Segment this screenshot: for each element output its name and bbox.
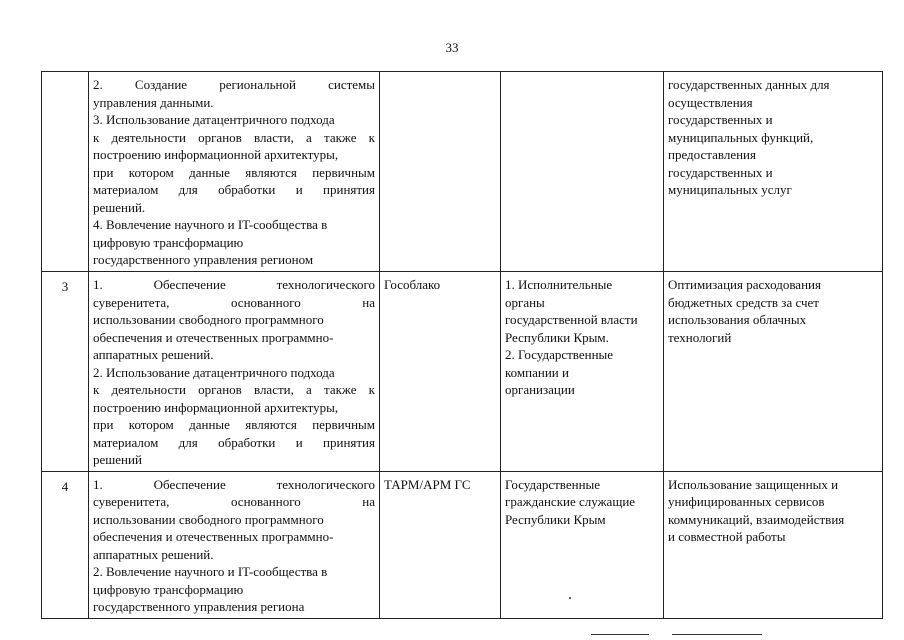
organizations-text (501, 72, 663, 78)
text-line: Оптимизация расходования (668, 277, 821, 292)
text-line: муниципальных функций, (668, 129, 814, 145)
description-cell (89, 272, 380, 472)
description-text (89, 72, 379, 271)
description-line: 2. Создание региональной системы (93, 77, 375, 92)
description-line: аппаратных решений. (93, 347, 214, 362)
organizations-text (501, 472, 663, 531)
table-row (42, 471, 883, 618)
description-line: решений. (93, 199, 146, 215)
text-line: 1. Исполнительные (505, 277, 613, 292)
description-line: при котором данные являются первичным (93, 164, 375, 180)
description-line: обеспечения и отечественных программно- (93, 529, 334, 544)
system-cell (380, 471, 501, 618)
system-cell (380, 272, 501, 472)
description-line: использовании свободного программного (93, 312, 324, 327)
description-line: государственного управления региона (93, 599, 305, 614)
table-row (42, 72, 883, 272)
organizations-text (501, 272, 663, 401)
text-line: Республики Крым. (505, 329, 609, 345)
description-line: к деятельности органов власти, а также к (93, 382, 375, 397)
text-line: государственных и (668, 112, 773, 127)
scan-mark (672, 634, 762, 635)
description-text (89, 472, 379, 618)
result-cell (664, 471, 883, 618)
description-line: 4. Вовлечение научного и IT-сообщества в (93, 217, 328, 232)
text-line: гражданские служащие (505, 494, 636, 509)
row-number-cell (42, 272, 89, 472)
text-line: использования облачных (668, 312, 807, 327)
scan-mark (591, 634, 649, 635)
document-table (41, 71, 883, 619)
description-line: к деятельности органов власти, а также к (93, 129, 375, 145)
organizations-cell (501, 72, 664, 272)
text-line: организации (505, 382, 575, 397)
description-line: 3. Использование датацентричного подхода (93, 112, 335, 127)
text-line: Использование защищенных и (668, 476, 839, 492)
text-line: государственных данных для (668, 77, 830, 92)
row-number: 3 (61, 279, 69, 294)
row-number: 4 (61, 478, 69, 494)
organizations-cell (501, 272, 664, 472)
result-text (664, 272, 882, 348)
text-line: компании и (505, 364, 569, 380)
result-text (664, 72, 882, 201)
description-line: построению информационной архитектуры, (93, 399, 339, 415)
text-line: 2. Государственные (505, 347, 614, 362)
description-line: цифровую трансформацию (93, 234, 244, 250)
row-number-cell (42, 471, 89, 618)
text-line: государственных и (668, 164, 773, 180)
organizations-cell (501, 471, 664, 618)
text-line: Республики Крым (505, 511, 606, 527)
page-number: 33 (445, 40, 459, 55)
text-line: и совместной работы (668, 529, 786, 544)
text-line: бюджетных средств за счет (668, 294, 819, 310)
text-line: государственной власти (505, 312, 638, 327)
text-line: коммуникаций, взаимодействия (668, 511, 845, 527)
description-line: решений (93, 452, 142, 467)
system-name: ТАРМ/АРМ ГС (384, 476, 471, 492)
text-line: предоставления (668, 147, 756, 162)
description-cell (89, 471, 380, 618)
description-line: 2. Использование датацентричного подхода (93, 364, 335, 380)
result-cell (664, 272, 883, 472)
description-line: суверенитета, основанного на (93, 494, 375, 509)
description-line: материалом для обработки и принятия (93, 182, 375, 197)
description-line: построению информационной архитектуры, (93, 147, 339, 162)
text-line: органы (505, 294, 545, 310)
description-cell (89, 72, 380, 272)
system-name: Гособлако (384, 277, 441, 292)
description-line: суверенитета, основанного на (93, 294, 375, 310)
description-line: использовании свободного программного (93, 511, 324, 527)
text-line: Государственные (505, 476, 601, 492)
table-row (42, 272, 883, 472)
system-cell (380, 72, 501, 272)
description-line: 1. Обеспечение технологического (93, 277, 375, 292)
description-line: аппаратных решений. (93, 546, 214, 562)
text-line: осуществления (668, 94, 753, 110)
row-number-cell (42, 72, 89, 272)
system-name (380, 72, 500, 78)
result-cell (664, 72, 883, 272)
text-line: технологий (668, 329, 732, 345)
row-number (42, 72, 88, 80)
description-line: обеспечения и отечественных программно- (93, 329, 334, 345)
description-line: при котором данные являются первичным (93, 417, 375, 432)
description-line: цифровую трансформацию (93, 581, 244, 597)
text-line: унифицированных сервисов (668, 494, 825, 509)
result-text (664, 472, 882, 548)
description-text (89, 272, 379, 471)
description-line: 1. Обеспечение технологического (93, 476, 375, 492)
scan-mark (569, 597, 571, 599)
description-line: управления данными. (93, 94, 214, 110)
description-line: государственного управления регионом (93, 252, 314, 267)
description-line: материалом для обработки и принятия (93, 434, 375, 450)
text-line: муниципальных услуг (668, 182, 792, 197)
description-line: 2. Вовлечение научного и IT-сообщества в (93, 564, 328, 579)
